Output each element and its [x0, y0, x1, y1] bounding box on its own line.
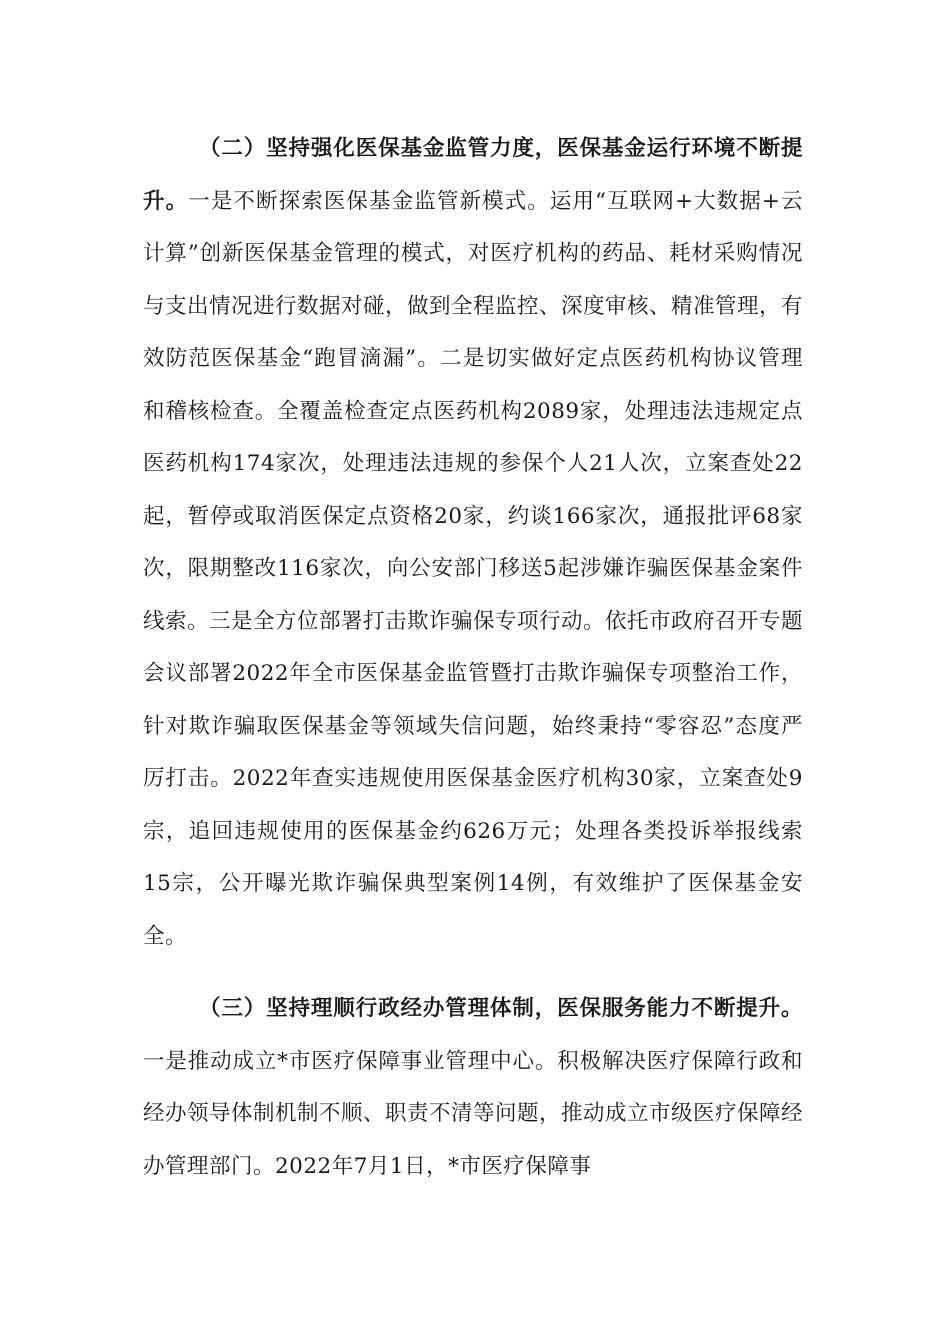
- section-three: [143, 983, 803, 1193]
- section-three-paragraph: [143, 983, 803, 1193]
- section-two-paragraph: [143, 123, 803, 963]
- section-two-heading: （二）坚持强化医保基金监管力度，医保基金运行环境不断提升。: [143, 136, 803, 214]
- section-three-heading: （三）坚持理顺行政经办管理体制，医保服务能力不断提升。: [199, 996, 803, 1021]
- section-three-body: 一是推动成立*市医疗保障事业管理中心。积极解决医疗保障行政和经办领导体制机制不顺、职责不清等问题，推动成立市级医疗保障经办管理部门。2022年7月1日，*市医疗保障事: [143, 1048, 804, 1179]
- section-two: [143, 123, 803, 963]
- section-two-body: 一是不断探索医保基金监管新模式。运用“互联网+大数据+云计算”创新医保基金管理的模式，对医疗机构的药品、耗材采购情况与支出情况进行数据对碰，做到全程监控、深度审核、精准管理，有效防范医保基金“跑冒滴漏”。二是切实做好定点医药机构协议管理和稽核检查。全覆盖检查定点医药机构2089家，处理违法违规定点医药机构174家次，处理违法违规的参保个人21人次，立案查处22起，暂停或取消医保定点资格20家，约谈166家次，通报批评68家次，限期整改116家次，向公安部门移送5起涉嫌诈骗医保基金案件线索。三是全方位部署打击欺诈骗保专项行动。依托市政府召开专题会议部署2022年全市医保基金监管暨打击欺诈骗保专项整治工作，针对欺诈骗取医保基金等领域失信问题，始终秉持“零容忍”态度严厉打击。2022年查实违规使用医保基金医疗机构30家，立案查处9宗，追回违规使用的医保基金约626万元；处理各类投诉举报线索15宗，公开曝光欺诈骗保典型案例14例，有效维护了医保基金安全。: [143, 188, 804, 949]
